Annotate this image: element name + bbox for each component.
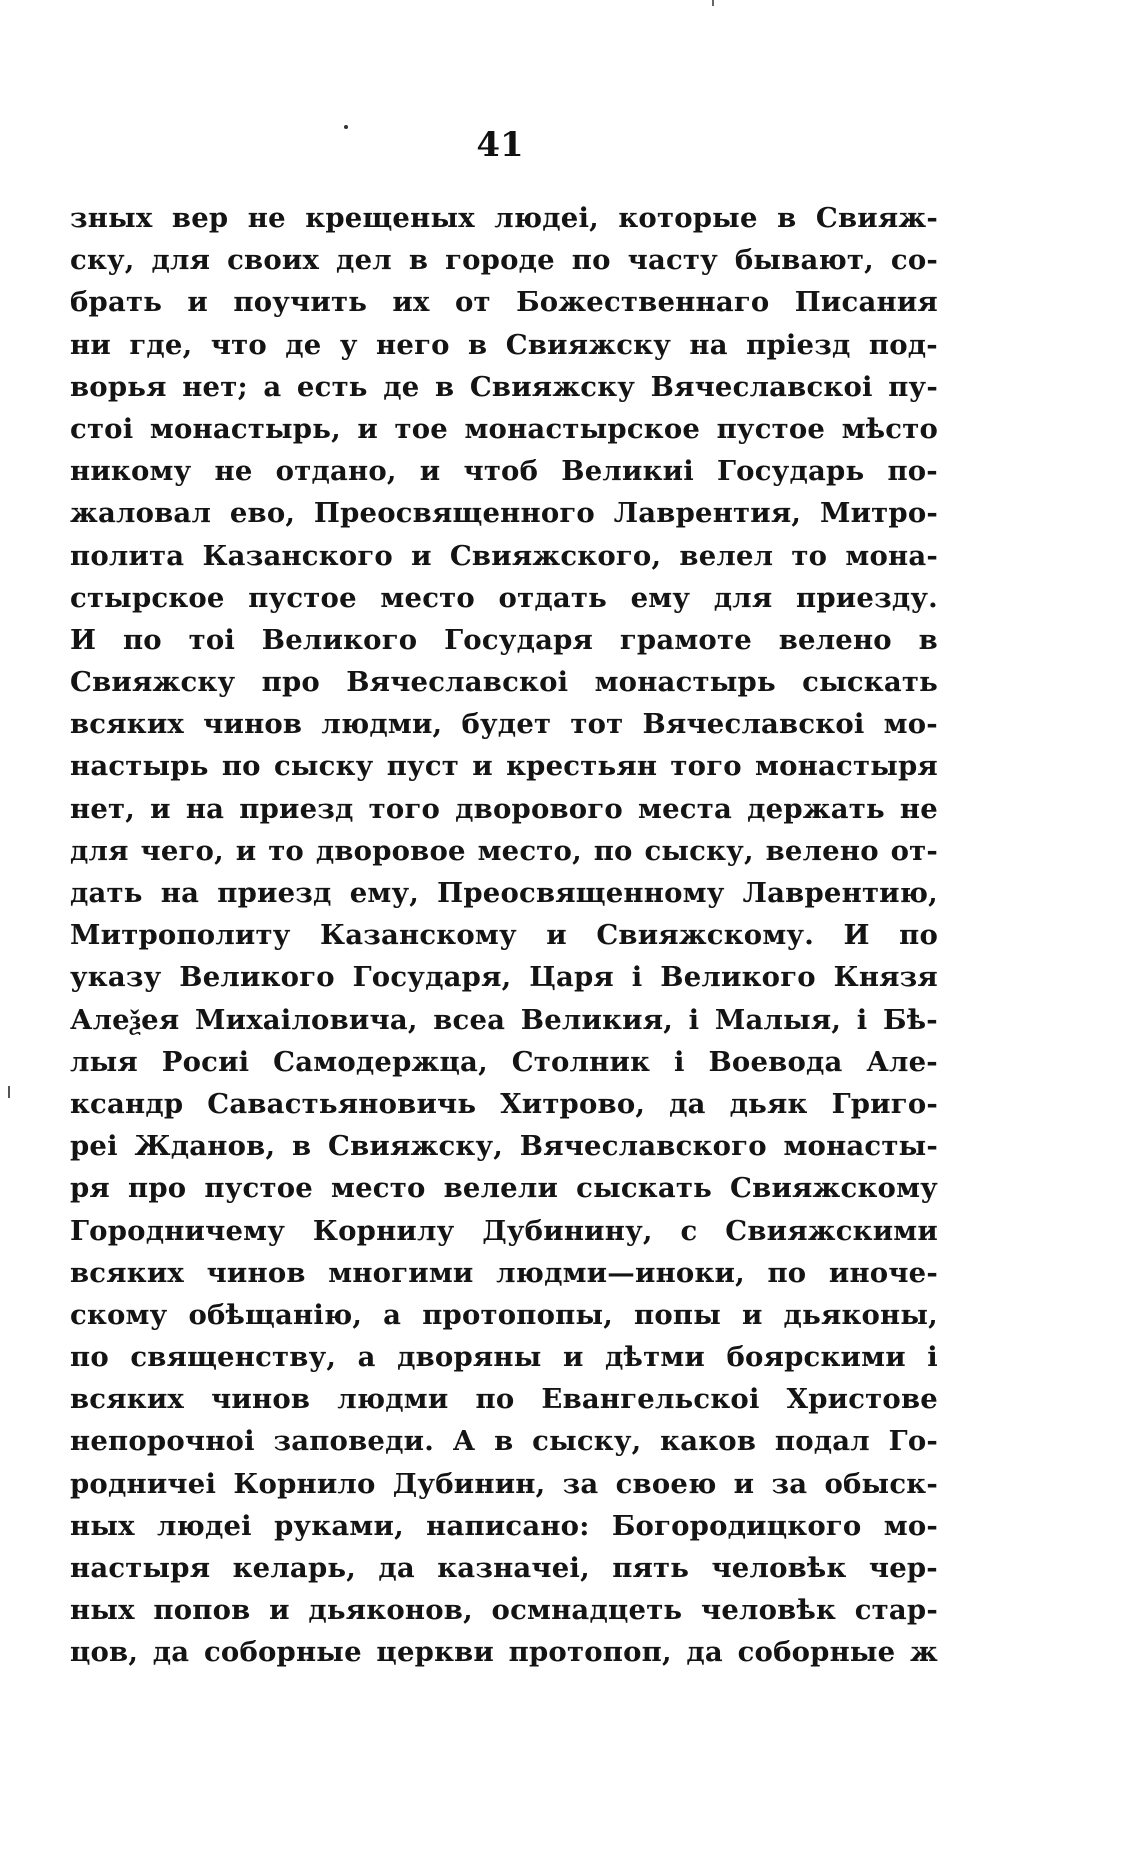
text-line: ску, для своих дел в городе по часту бывают, со- — [70, 244, 938, 277]
margin-mark — [8, 1086, 10, 1098]
text-line: дать на приезд ему, Преосвященному Лаврентию, — [70, 877, 938, 909]
text-line: никому не отдано, и чтоб Великиі Государь по- — [70, 455, 938, 488]
text-line: всяких чинов людми по Евангельскоі Христове — [70, 1383, 938, 1416]
text-line: Свияжску про Вячеславскоі монастырь сыскать — [70, 666, 938, 699]
text-line: настырь по сыску пуст и крестьян того монастыря — [70, 750, 938, 783]
text-line: указу Великого Государя, Царя і Великого Князя — [70, 961, 938, 994]
text-line: Алеѯея Михаіловича, всеа Великия, і Малыя, і Бѣ- — [70, 1003, 938, 1036]
text-line: всяких чинов людми, будет тот Вячеславскоі мо- — [70, 708, 938, 741]
text-line: всяких чинов многими людми—иноки, по иноче- — [70, 1256, 938, 1289]
text-line: Митрополиту Казанскому и Свияжскому. И по — [70, 919, 938, 952]
page-edge-mark — [712, 0, 714, 6]
text-line: цов, да соборные церкви протопоп, да соборные ж — [70, 1636, 938, 1669]
text-line: по священству, а дворяны и дѣтми боярскими і — [70, 1341, 938, 1374]
text-line: ря про пустое место велели сыскать Свияжскому — [70, 1172, 938, 1205]
text-line: ворья нет; а есть де в Свияжску Вячеславскоі пу- — [70, 370, 938, 403]
text-line: жаловал ево, Преосвященного Лаврентия, Митро- — [70, 497, 938, 530]
text-line: непорочноі заповеди. А в сыску, каков подал Го- — [70, 1425, 938, 1458]
text-line: реі Жданов, в Свияжску, Вячеславского монасты- — [70, 1130, 938, 1163]
text-line: родничеі Корнило Дубинин, за своею и за обыск- — [70, 1467, 938, 1500]
ink-speck — [344, 125, 348, 129]
text-line: ных попов и дьяконов, осмнадцеть человѣк стар- — [70, 1594, 938, 1627]
text-line: Городничему Корнилу Дубинину, с Свияжскими — [70, 1214, 938, 1247]
text-line: ни где, что де у него в Свияжску на пріезд под- — [70, 328, 938, 361]
text-line: стоі монастырь, и тое монастырское пустое мѣсто — [70, 412, 938, 445]
text-line: для чего, и то дворовое место, по сыску, велено от- — [70, 834, 938, 867]
text-line: ных людеі руками, написано: Богородицкого мо- — [70, 1509, 938, 1542]
text-line: стырское пустое место отдать ему для приезду. — [70, 581, 938, 614]
text-line: скому обѣщанію, а протопопы, попы и дьяконы, — [70, 1298, 938, 1331]
text-line: лыя Росиі Самодержца, Столник і Воевода Але- — [70, 1045, 938, 1078]
text-line: нет, и на приезд того дворового места держать не — [70, 792, 938, 825]
text-line: ксандр Савастьяновичь Хитрово, да дьяк Григо- — [70, 1087, 938, 1120]
text-line: И по тоі Великого Государя грамоте велено в — [70, 623, 938, 656]
text-line: зных вер не крещеных людеі, которые в Свияж- — [70, 202, 938, 234]
body-text — [70, 202, 938, 1679]
text-line: брать и поучить их от Божественнаго Писания — [70, 286, 938, 319]
page-number: 41 — [476, 125, 524, 165]
text-line: настыря келарь, да казначеі, пять человѣк чер- — [70, 1552, 938, 1584]
text-line: полита Казанского и Свияжского, велел то мона- — [70, 539, 938, 572]
